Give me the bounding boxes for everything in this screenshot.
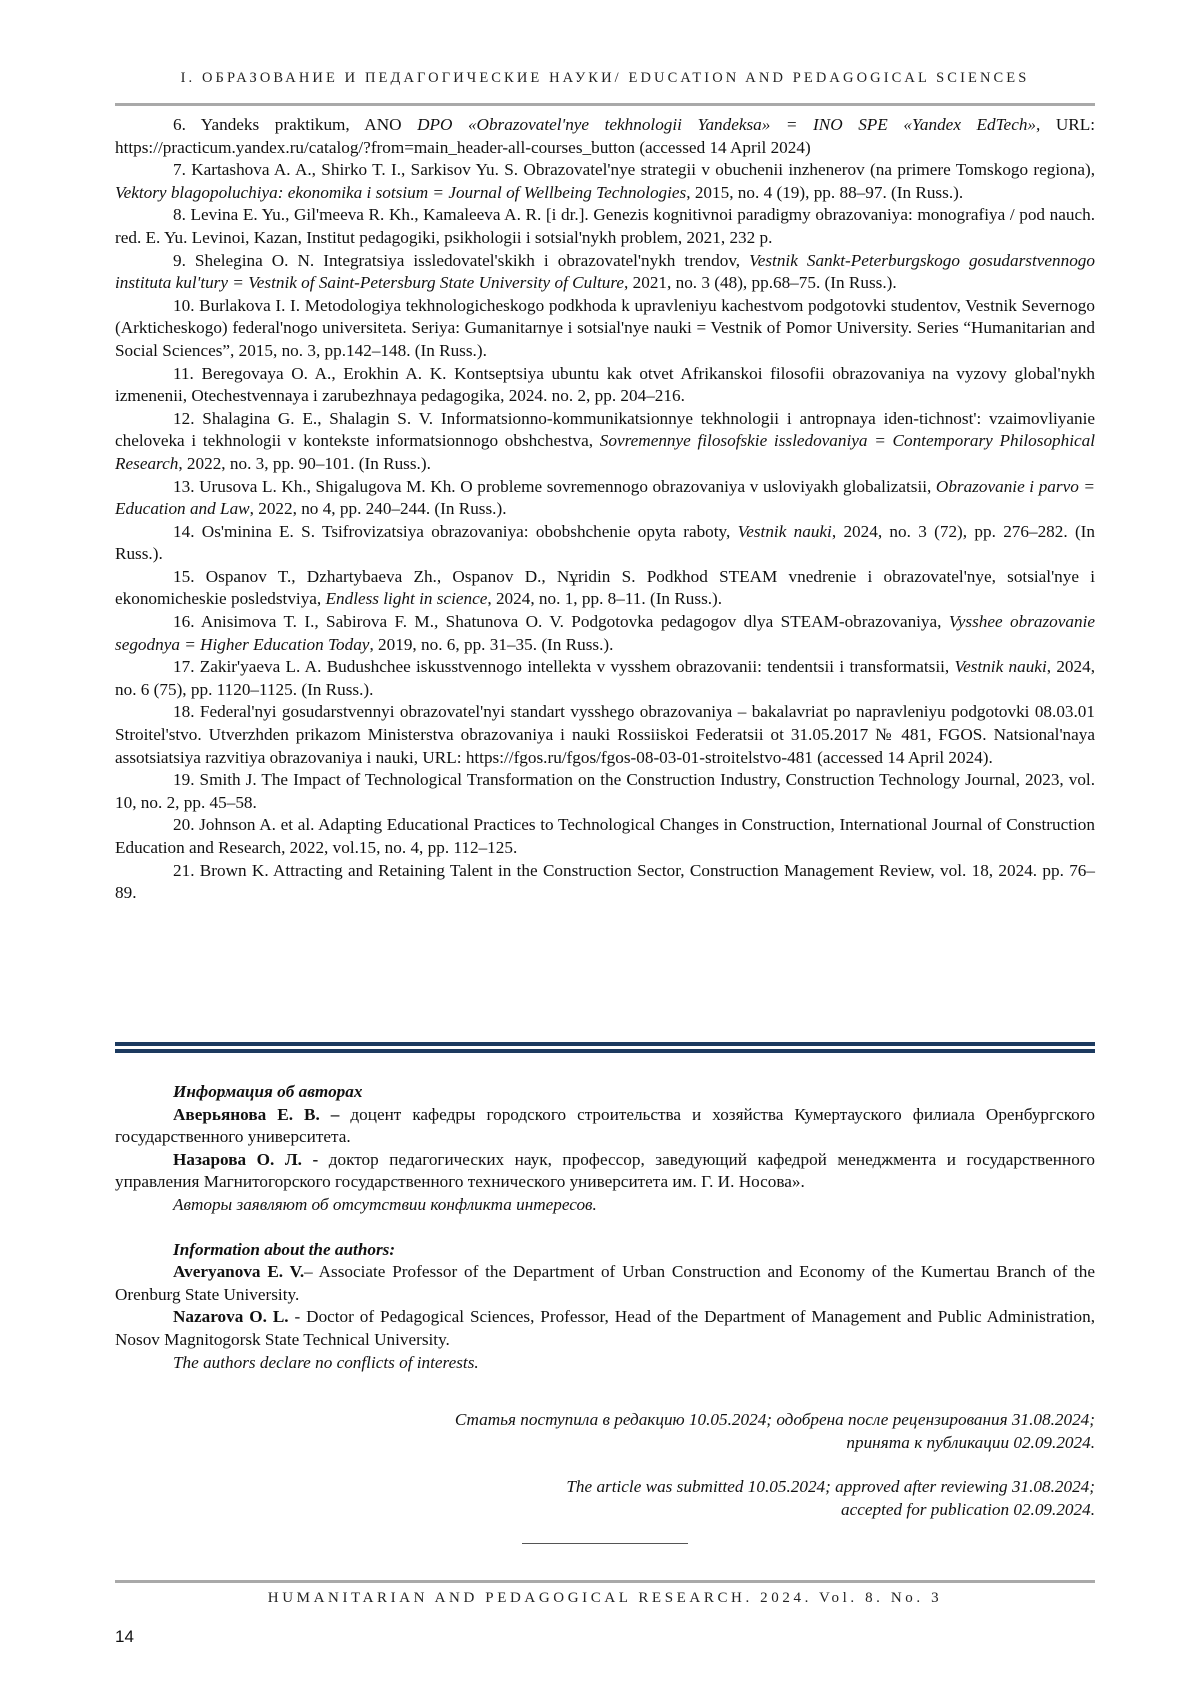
author-ru-1-name: Аверьянова Е. В. –	[173, 1104, 340, 1124]
references-list	[115, 114, 1095, 905]
reference-item: 13. Urusova L. Kh., Shigalugova M. Kh. O probleme sovremennogo obrazovaniya v usloviyakh globalizatsii, Obrazovanie i parvo = Education and Law, 2022, no 4, pp. 240–244. (In Russ.).	[115, 476, 1096, 519]
conflict-ru: Авторы заявляют об отсутствии конфликта интересов.	[173, 1194, 597, 1214]
reference-item: 9. Shelegina O. N. Integratsiya issledovatel'skikh i obrazovatel'nykh trendov, Vestnik Sankt-Peterburgskogo gosudarstvennogo instituta kul'tury = Vestnik of Saint-Petersburg State University of Culture, 2021, no. 3 (48), pp.68–75. (In Russ.).	[115, 250, 1095, 293]
header-rule	[115, 103, 1095, 106]
reference-item: 10. Burlakova I. I. Metodologiya tekhnologicheskogo podkhoda k upravleniyu kachestvom podgotovki studentov, Vestnik Severnogo (Arkticheskogo) federal'nogo universiteta. Seriya: Gumanitarnye i sotsial'nye nauki = Vestnik of Pomor University. Series “Humanitarian and Social Sciences”, 2015, no. 3, pp.142–148. (In Russ.).	[115, 295, 1095, 360]
end-rule	[522, 1543, 688, 1544]
dates-en-line1: The article was submitted 10.05.2024; approved after reviewing 31.08.2024;	[566, 1477, 1095, 1497]
article-dates	[115, 1409, 1095, 1521]
reference-item: 8. Levina E. Yu., Gil'meeva R. Kh., Kamaleeva A. R. [i dr.]. Genezis kognitivnoi paradigmy obrazovaniya: monografiya / pod nauch. red. E. Yu. Levinoi, Kazan, Institut pedagogiki, psikhologii i sotsial'nykh problem, 2021, 232 p.	[115, 205, 1095, 247]
conflict-en: The authors declare no conflicts of interests.	[173, 1352, 479, 1372]
reference-item: 7. Kartashova A. A., Shirko T. I., Sarkisov Yu. S. Obrazovatel'nye strategii v obuchenii inzhenerov (na primere Tomskogo regiona), Vektory blagopoluchiya: ekonomika i sotsium = Journal of Wellbeing Technologies, 2015, no. 4 (19), pp. 88–97. (In Russ.).	[115, 160, 1095, 202]
footer-rule	[115, 1580, 1095, 1583]
author-ru-2-name: Назарова О. Л. -	[173, 1149, 319, 1169]
dates-ru-line2: принята к публикации 02.09.2024.	[846, 1432, 1095, 1452]
authors-ru-heading: Информация об авторах	[173, 1082, 363, 1101]
author-en-1-name: Averyanova E. V.	[173, 1262, 305, 1282]
reference-item: 18. Federal'nyi gosudarstvennyi obrazovatel'nyi standart vysshego obrazovaniya – bakalavriat po napravleniyu podgotovki 08.03.01 Stroitel'stvo. Utverzhden prikazom Ministerstva obrazovaniya i nauki Rossiiskoi Federatsii ot 31.05.2017 № 481, FGOS. Natsional'naya assotsiatsiya razvitiya obrazovaniya i nauki, URL: https://fgos.ru/fgos/fgos-08-03-01-stroitelstvo-481 (accessed 14 April 2024).	[115, 702, 1095, 767]
reference-item: 16. Anisimova T. I., Sabirova F. M., Shatunova O. V. Podgotovka pedagogov dlya STEAM-obrazovaniya, Vysshee obrazovanie segodnya = Higher Education Today, 2019, no. 6, pp. 31–35. (In Russ.).	[115, 612, 1096, 654]
reference-item: 6. Yandeks praktikum, ANO DPO «Obrazovatel'nye tekhnologii Yandeksa» = INO SPE «Yandex EdTech», URL: https://practicum.yandex.ru/catalog/?from=main_header-all-courses_button (accessed 14 April 2024)	[115, 115, 1096, 157]
running-footer: HUMANITARIAN AND PEDAGOGICAL RESEARCH. 2024. Vol. 8. No. 3	[267, 1590, 943, 1606]
authors-en-heading: Information about the authors:	[173, 1239, 396, 1259]
authors-info	[115, 1081, 1095, 1374]
dates-ru-line1: Статья поступила в редакцию 10.05.2024; одобрена после рецензирования 31.08.2024;	[454, 1410, 1095, 1429]
reference-item: 11. Beregovaya O. A., Erokhin A. K. Kontseptsiya ubuntu kak otvet Afrikanskoi filosofii obrazovaniya na vyzovy global'nykh izmenenii, Otechestvennaya i zarubezhnaya pedagogika, 2024. no. 2, pp. 204–216.	[115, 363, 1095, 406]
reference-item: 21. Brown K. Attracting and Retaining Talent in the Construction Sector, Construction Management Review, vol. 18, 2024. pp. 76–89.	[115, 860, 1095, 903]
author-ru-2: Назарова О. Л. - доктор педагогических наук, профессор, заведующий кафедрой менеджмента и государственного управления Магнитогорского государственного технического университета им. Г. И. Носова».	[115, 1149, 1095, 1192]
running-header: I. ОБРАЗОВАНИЕ И ПЕДАГОГИЧЕСКИЕ НАУКИ/ EDUCATION AND PEDAGOGICAL SCIENCES	[180, 70, 1030, 86]
page-number: 14	[115, 1627, 134, 1646]
section-separator	[115, 1042, 1095, 1053]
reference-item: 20. Johnson A. et al. Adapting Educational Practices to Technological Changes in Construction, International Journal of Construction Education and Research, 2022, vol.15, no. 4, pp. 112–125.	[115, 815, 1095, 857]
author-en-1: Averyanova E. V.– Associate Professor of the Department of Urban Construction and Economy of the Kumertau Branch of the Orenburg State University.	[115, 1262, 1095, 1304]
reference-item: 19. Smith J. The Impact of Technological Transformation on the Construction Industry, Construction Technology Journal, 2023, vol. 10, no. 2, pp. 45–58.	[115, 770, 1095, 812]
dates-en-line2: accepted for publication 02.09.2024.	[841, 1499, 1095, 1519]
author-en-2-name: Nazarova O. L.	[173, 1307, 289, 1327]
reference-item: 12. Shalagina G. E., Shalagin S. V. Informatsionno-kommunikatsionnye tekhnologii i antropnaya iden-tichnost': vzaimovliyanie cheloveka i tekhnologii v kontekste informatsionnogo obshchestva, Sovremennye filosofskie issledovaniya = Contemporary Philosophical Research, 2022, no. 3, pp. 90–101. (In Russ.).	[115, 408, 1095, 473]
reference-item: 14. Os'minina E. S. Tsifrovizatsiya obrazovaniya: obobshchenie opyta raboty, Vestnik nauki, 2024, no. 3 (72), pp. 276–282. (In Russ.).	[115, 521, 1095, 564]
reference-item: 15. Ospanov T., Dzhartybaeva Zh., Ospanov D., Nұridin S. Podkhod STEAM vnedrenie i obrazovatel'nye, sotsial'nye i ekonomicheskie posledstviya, Endless light in science, 2024, no. 1, pp. 8–11. (In Russ.).	[115, 566, 1095, 609]
reference-item: 17. Zakir'yaeva L. A. Budushchee iskusstvennogo intellekta v vysshem obrazovanii: tendentsii i transformatsii, Vestnik nauki, 2024, no. 6 (75), pp. 1120–1125. (In Russ.).	[115, 657, 1096, 699]
author-en-2: Nazarova O. L. - Doctor of Pedagogical Sciences, Professor, Head of the Department of Management and Public Administration, Nosov Magnitogorsk State Technical University.	[115, 1307, 1095, 1349]
author-ru-1: Аверьянова Е. В. – доцент кафедры городского строительства и хозяйства Кумертауского филиала Оренбургского государственного университета.	[115, 1104, 1095, 1147]
